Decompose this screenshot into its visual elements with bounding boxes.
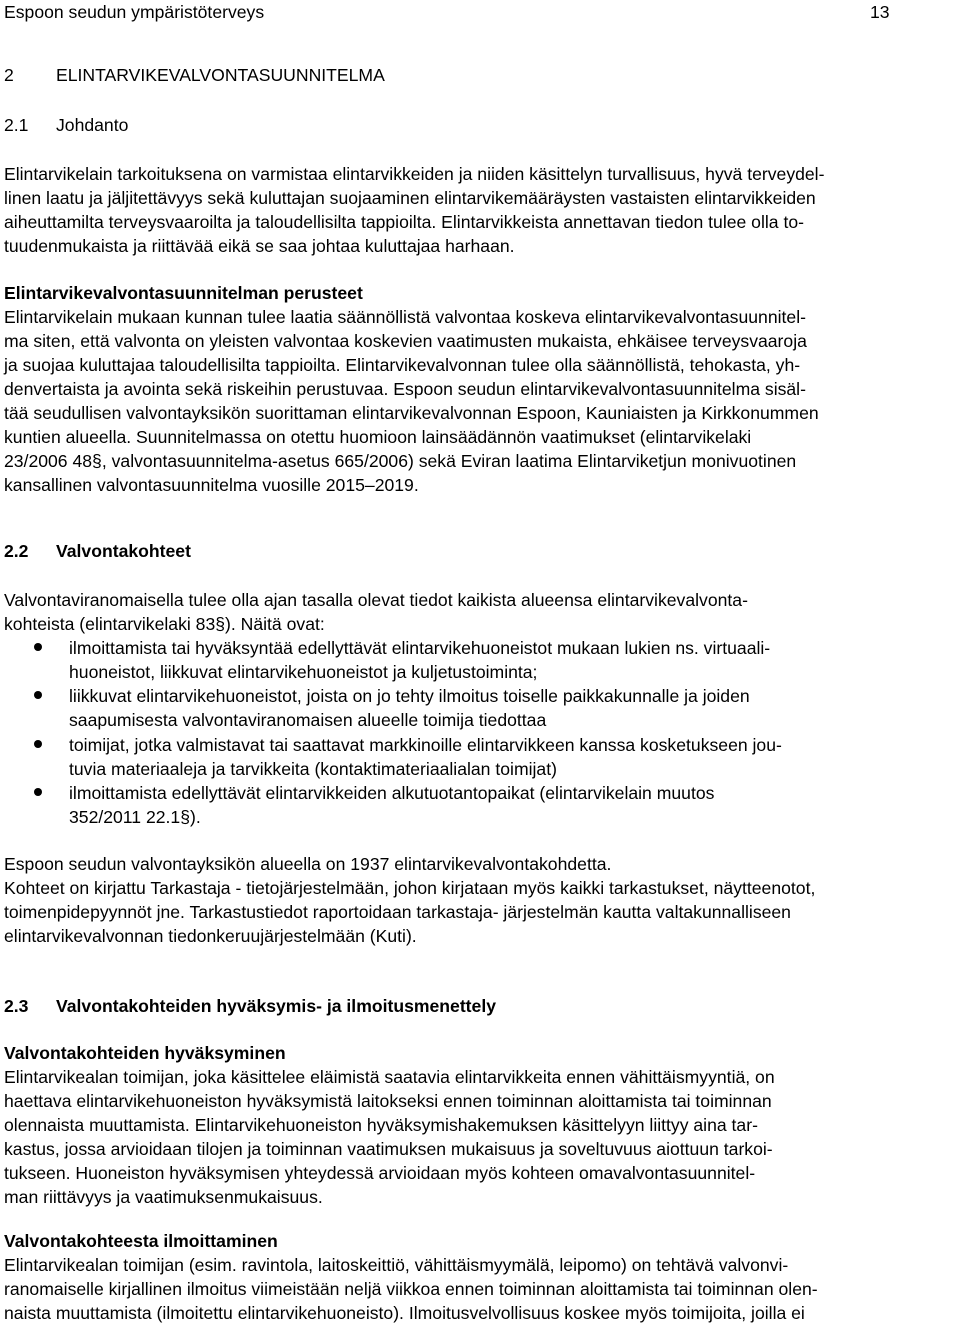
paragraph-line: kohteista (elintarvikelaki 83§). Näitä ovat:	[4, 614, 325, 634]
bullet-line: toimijat, jotka valmistavat tai saattavat markkinoille elintarvikkeen kanssa kosketukseen jou-	[69, 735, 782, 755]
paragraph-line: kansallinen valvontasuunnitelma vuosille 2015–2019.	[4, 475, 419, 495]
paragraph-line: linen laatu ja jäljitettävyys sekä kuluttajan suojaaminen elintarvikemääräysten vastaisten elintarvikkeiden	[4, 188, 816, 208]
paragraph-line: tää seudullisen valvontayksikön suorittaman elintarvikevalvonnan Espoon, Kauniaisten ja Kirkkonummen	[4, 403, 819, 423]
paragraph-line: kastus, jossa arvioidaan tilojen ja toiminnan vaatimuksen mukaisuus ja soveltuvuus aiottuun tarkoi-	[4, 1139, 773, 1159]
paragraph-line: haettava elintarvikehuoneiston hyväksymistä laitokseksi ennen toiminnan aloittamista tai toiminnan	[4, 1091, 772, 1111]
paragraph-line: olennaista muuttamista. Elintarvikehuoneiston hyväksymishakemuksen käsittelyyn liittyy aina tar-	[4, 1115, 758, 1135]
paragraph-line: ranomaiselle kirjallinen ilmoitus viimeistään neljä viikkoa ennen toiminnan aloittamista tai toiminnan olen-	[4, 1279, 818, 1299]
paragraph-line: kuntien alueella. Suunnitelmassa on otettu huomioon lainsäädännön vaatimukset (elintarvikelaki	[4, 427, 752, 447]
paragraph-line: 23/2006 48§, valvontasuunnitelma-asetus 665/2006) sekä Eviran laatima Elintarviketjun monivuotinen	[4, 451, 797, 471]
bullet-line: 352/2011 22.1§).	[69, 807, 201, 827]
bullet-line: huoneistot, liikkuvat elintarvikehuoneistot ja kuljetustoiminta;	[69, 662, 538, 682]
bullet-icon	[34, 691, 42, 699]
paragraph-line: tuudenmukaista ja riittävää eikä se saa johtaa kuluttajaa harhaan.	[4, 236, 515, 256]
paragraph-line: man riittävyys ja vaatimuksenmukaisuus.	[4, 1187, 323, 1207]
paragraph-line: ma siten, että valvonta on yleisten valvontaa koskevien vaatimusten mukaista, ehkäisee terveysvaaroja	[4, 331, 807, 351]
section-2-1-number: 2.1	[4, 115, 29, 135]
chapter-number: 2	[4, 65, 14, 85]
subheading-perusteet: Elintarvikevalvontasuunnitelman perusteet	[4, 283, 363, 303]
section-2-3-title: Valvontakohteiden hyväksymis- ja ilmoitusmenettely	[56, 996, 496, 1016]
paragraph-line: elintarvikevalvonnan tiedonkeruujärjestelmään (Kuti).	[4, 926, 417, 946]
paragraph-line: denvertaista ja avointa sekä riskeihin perustuvaa. Espoon seudun elintarvikevalvontasuunnitelma sisäl-	[4, 379, 806, 399]
paragraph-line: Elintarvikealan toimijan (esim. ravintola, laitoskeittiö, vähittäismyymälä, leipomo) on tehtävä valvonvi-	[4, 1255, 789, 1275]
section-2-3-number: 2.3	[4, 996, 29, 1016]
page-number: 13	[870, 2, 890, 22]
paragraph-line: Elintarvikealan toimijan, joka käsittelee eläimistä saatavia elintarvikkeita ennen vähittäismyyntiä, on	[4, 1067, 775, 1087]
section-2-2-number: 2.2	[4, 541, 29, 561]
paragraph-line: aiheuttamilta terveysvaaroilta ja taloudellisilta tappioilta. Elintarvikkeista annettavan tiedon tulee olla to-	[4, 212, 804, 232]
paragraph-line: Valvontaviranomaisella tulee olla ajan tasalla olevat tiedot kaikista alueensa elintarvikevalvonta-	[4, 590, 748, 610]
bullet-line: liikkuvat elintarvikehuoneistot, joista on jo tehty ilmoitus toiselle paikkakunnalle ja joiden	[69, 686, 750, 706]
bullet-icon	[34, 788, 42, 796]
bullet-icon	[34, 740, 42, 748]
bullet-line: saapumisesta valvontaviranomaisen alueelle toimija tiedottaa	[69, 710, 547, 730]
chapter-title: ELINTARVIKEVALVONTASUUNNITELMA	[56, 65, 385, 85]
subheading-ilmoittaminen: Valvontakohteesta ilmoittaminen	[4, 1231, 278, 1251]
paragraph-line: naista muuttamista (ilmoitettu elintarvikehuoneisto). Ilmoitusvelvollisuus koskee myös toimijoita, joilla ei	[4, 1303, 805, 1323]
bullet-line: tuvia materiaaleja ja tarvikkeita (kontaktimateriaalialan toimijat)	[69, 759, 557, 779]
section-2-2-title: Valvontakohteet	[56, 541, 191, 561]
paragraph-line: Kohteet on kirjattu Tarkastaja - tietojärjestelmään, johon kirjataan myös kaikki tarkastukset, näytteenotot,	[4, 878, 816, 898]
paragraph-line: tukseen. Huoneiston hyväksymisen yhteydessä arvioidaan myös kohteen omavalvontasuunnitel-	[4, 1163, 756, 1183]
paragraph-line: toimenpidepyynnöt jne. Tarkastustiedot raportoidaan tarkastaja- järjestelmän kautta valtakunnalliseen	[4, 902, 791, 922]
bullet-line: ilmoittamista tai hyväksyntää edellyttävät elintarvikehuoneistot mukaan lukien ns. virtuaali-	[69, 638, 771, 658]
paragraph-line: Elintarvikelain tarkoituksena on varmistaa elintarvikkeiden ja niiden käsittelyn turvallisuus, hyvä terveydel-	[4, 164, 825, 184]
paragraph-line: ja suojaa kuluttajaa taloudellisilta tappioilta. Elintarvikevalvonnan tulee olla säännöllistä, tehokasta, yh-	[4, 355, 801, 375]
paragraph-line: Elintarvikelain mukaan kunnan tulee laatia säännöllistä valvontaa koskeva elintarvikevalvontasuunnitel-	[4, 307, 806, 327]
bullet-icon	[34, 643, 42, 651]
page-header-org: Espoon seudun ympäristöterveys	[4, 2, 265, 22]
section-2-1-title: Johdanto	[56, 115, 129, 135]
subheading-hyvaksyminen: Valvontakohteiden hyväksyminen	[4, 1043, 286, 1063]
paragraph-line: Espoon seudun valvontayksikön alueella on 1937 elintarvikevalvontakohdetta.	[4, 854, 612, 874]
bullet-line: ilmoittamista edellyttävät elintarvikkeiden alkutuotantopaikat (elintarvikelain muutos	[69, 783, 715, 803]
